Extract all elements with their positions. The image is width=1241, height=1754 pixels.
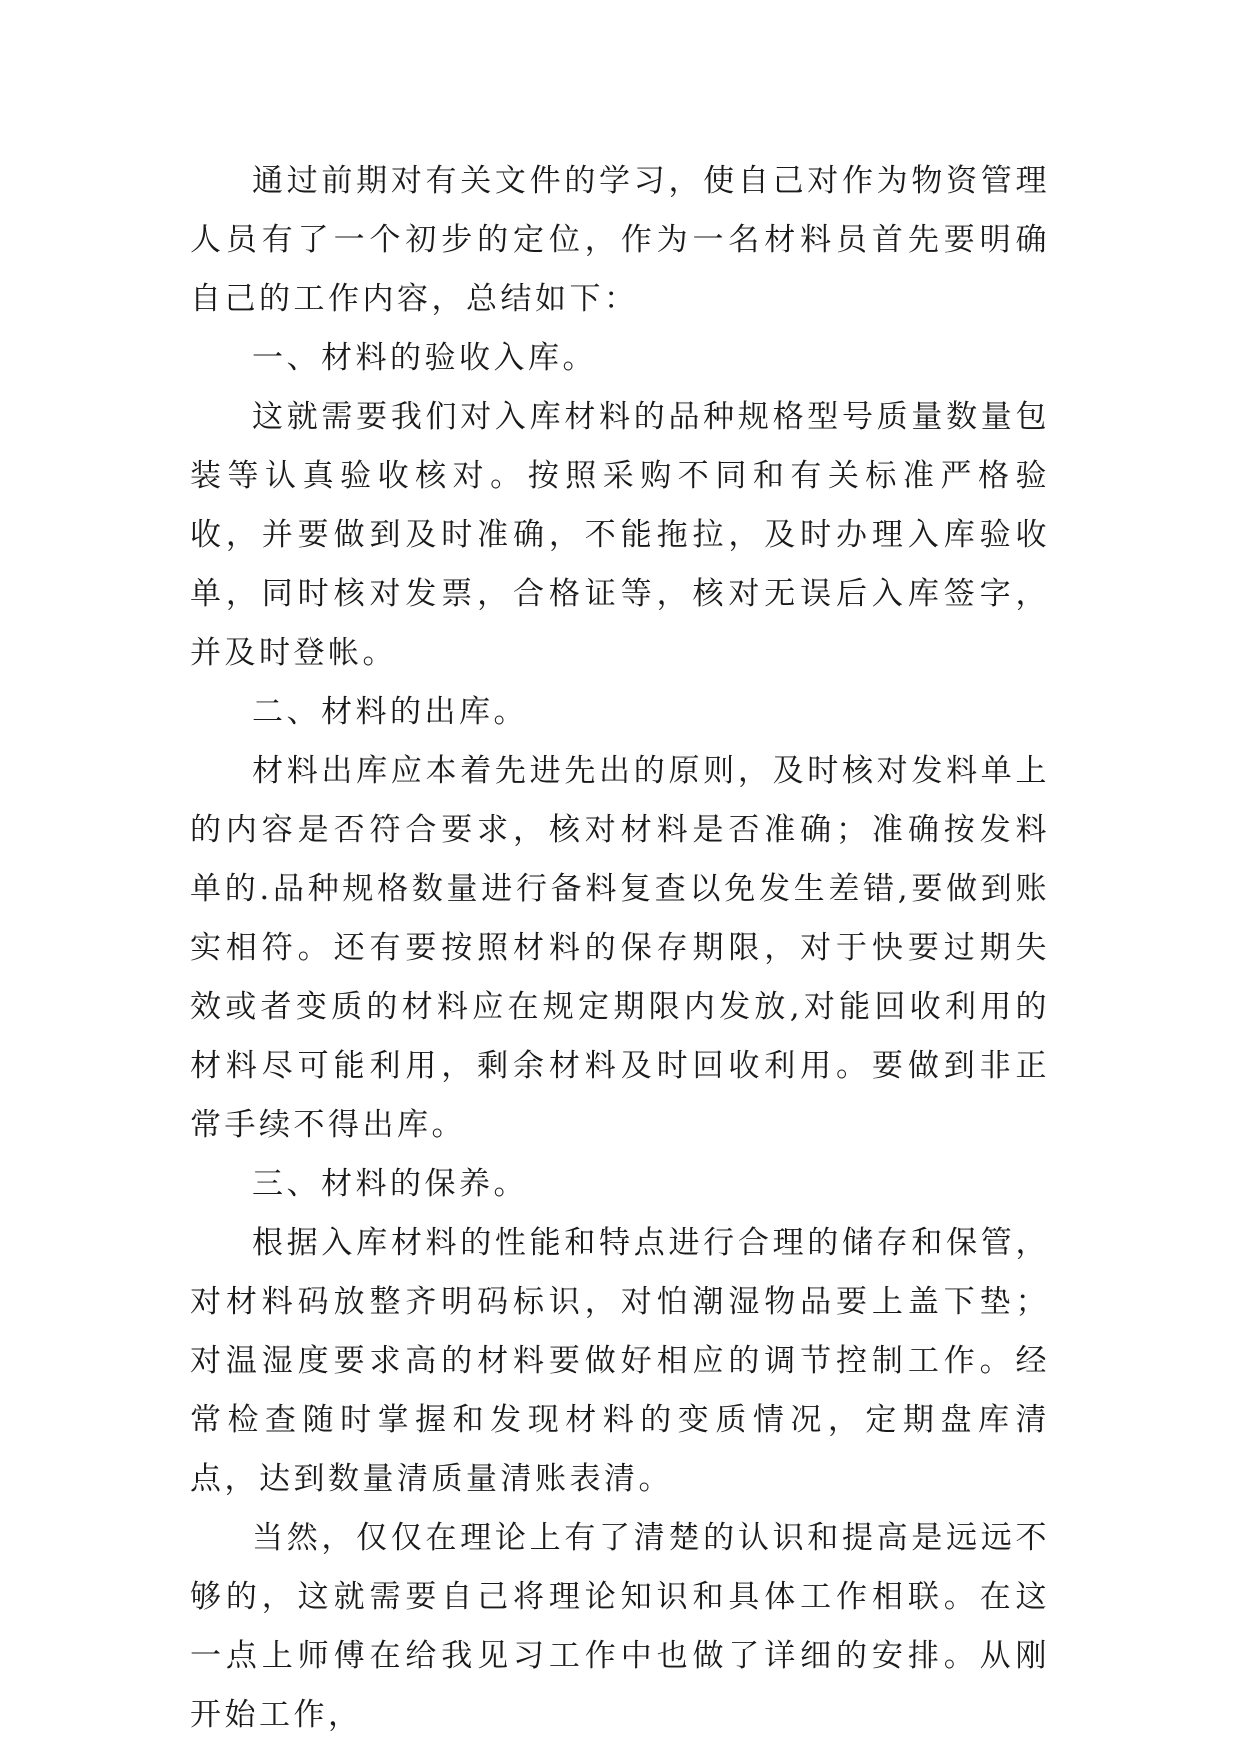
document-body [190, 152, 1050, 1745]
paragraph-section-2: 材料出库应本着先进先出的原则，及时核对发料单上的内容是否符合要求，核对材料是否准确；准确按发料单的.品种规格数量进行备料复查以免发生差错,要做到账实相符。还有要按照材料的保存期限，对于快要过期失效或者变质的材料应在规定期限内发放,对能回收利用的材料尽可能利用，剩余材料及时回收利用。要做到非正常手续不得出库。 [190, 753, 1050, 1143]
paragraph-section-1: 这就需要我们对入库材料的品种规格型号质量数量包装等认真验收核对。按照采购不同和有关标准严格验收，并要做到及时准确，不能拖拉，及时办理入库验收单，同时核对发票，合格证等，核对无误后入库签字，并及时登帐。 [190, 399, 1050, 671]
heading-section-2: 二、材料的出库。 [252, 694, 528, 730]
heading-section-3: 三、材料的保养。 [252, 1166, 528, 1202]
paragraph-intro: 通过前期对有关文件的学习，使自己对作为物资管理人员有了一个初步的定位，作为一名材料员首先要明确自己的工作内容，总结如下： [190, 163, 1050, 317]
paragraph-section-3: 根据入库材料的性能和特点进行合理的储存和保管，对材料码放整齐明码标识，对怕潮湿物品要上盖下垫；对温湿度要求高的材料要做好相应的调节控制工作。经常检查随时掌握和发现材料的变质情况，定期盘库清点，达到数量清质量清账表清。 [190, 1225, 1050, 1497]
heading-section-1: 一、材料的验收入库。 [252, 340, 597, 376]
paragraph-conclusion: 当然，仅仅在理论上有了清楚的认识和提高是远远不够的，这就需要自己将理论知识和具体工作相联。在这一点上师傅在给我见习工作中也做了详细的安排。从刚开始工作， [190, 1520, 1050, 1733]
